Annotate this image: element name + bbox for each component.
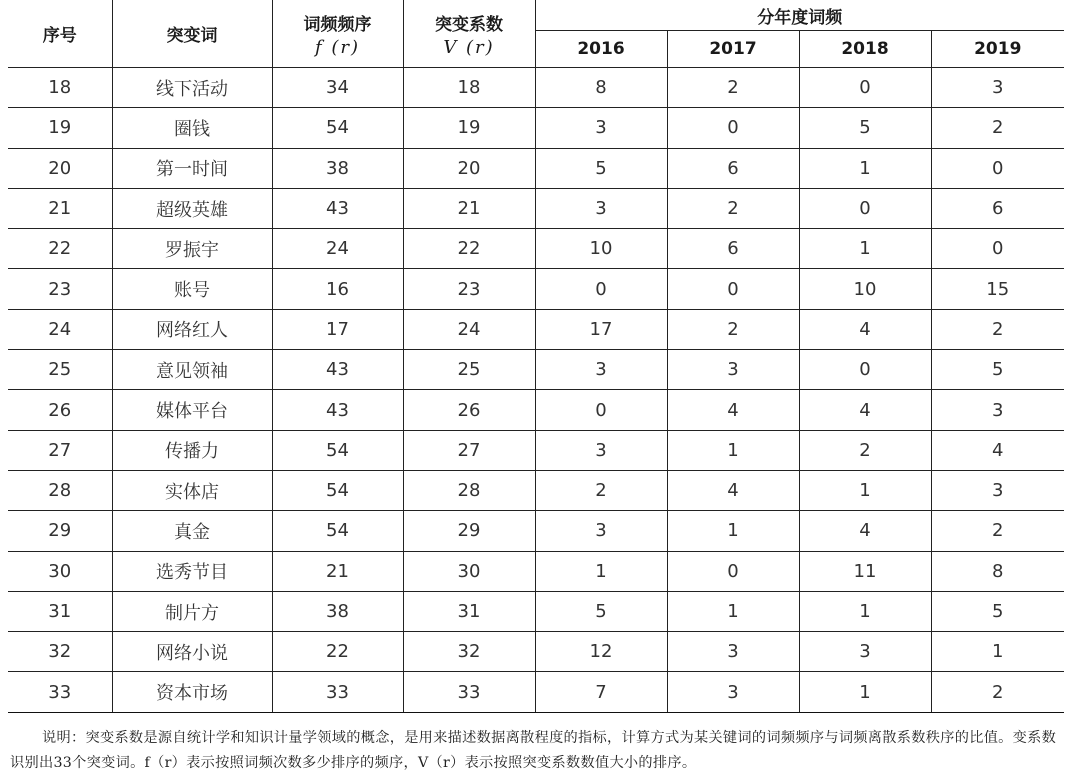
cell-freq-rank: 24	[272, 229, 403, 269]
mutation-words-table	[8, 0, 1064, 713]
cell-2018: 4	[799, 390, 931, 430]
cell-freq-rank: 21	[272, 551, 403, 591]
cell-2016: 3	[535, 430, 667, 470]
table-row	[8, 551, 1064, 591]
cell-2019: 2	[931, 672, 1064, 712]
cell-2018: 2	[799, 430, 931, 470]
cell-2016: 0	[535, 390, 667, 430]
cell-2017: 6	[667, 229, 799, 269]
table-row	[8, 350, 1064, 390]
cell-mut-coef: 31	[403, 591, 535, 631]
cell-2016: 5	[535, 591, 667, 631]
cell-2018: 1	[799, 148, 931, 188]
cell-2019: 3	[931, 68, 1064, 108]
header-freq-rank-label: 词频频序	[303, 14, 372, 35]
cell-index: 28	[8, 470, 112, 510]
cell-2017: 3	[667, 632, 799, 672]
cell-mut-coef: 24	[403, 309, 535, 349]
cell-word: 真金	[112, 511, 272, 551]
header-year: 2017	[667, 31, 799, 68]
cell-2019: 1	[931, 632, 1064, 672]
cell-2019: 0	[931, 229, 1064, 269]
cell-index: 33	[8, 672, 112, 712]
cell-2016: 17	[535, 309, 667, 349]
cell-2017: 0	[667, 551, 799, 591]
cell-2019: 2	[931, 511, 1064, 551]
cell-freq-rank: 17	[272, 309, 403, 349]
cell-2017: 1	[667, 430, 799, 470]
cell-freq-rank: 22	[272, 632, 403, 672]
header-mut-coef-label: 突变系数	[435, 14, 503, 35]
cell-word: 超级英雄	[112, 188, 272, 228]
cell-mut-coef: 32	[403, 632, 535, 672]
cell-2019: 2	[931, 309, 1064, 349]
cell-word: 传播力	[112, 430, 272, 470]
cell-word: 网络红人	[112, 309, 272, 349]
cell-mut-coef: 33	[403, 672, 535, 712]
table-row	[8, 430, 1064, 470]
table-row	[8, 591, 1064, 631]
cell-2017: 0	[667, 108, 799, 148]
cell-mut-coef: 30	[403, 551, 535, 591]
cell-mut-coef: 27	[403, 430, 535, 470]
table-row	[8, 148, 1064, 188]
cell-2019: 2	[931, 108, 1064, 148]
cell-2019: 3	[931, 390, 1064, 430]
cell-index: 21	[8, 188, 112, 228]
cell-2017: 2	[667, 309, 799, 349]
cell-2016: 3	[535, 188, 667, 228]
table-row	[8, 672, 1064, 712]
header-year: 2018	[799, 31, 931, 68]
cell-freq-rank: 43	[272, 390, 403, 430]
header-index: 序号	[8, 0, 112, 68]
cell-mut-coef: 22	[403, 229, 535, 269]
cell-2016: 12	[535, 632, 667, 672]
cell-2018: 0	[799, 350, 931, 390]
cell-2017: 4	[667, 390, 799, 430]
cell-index: 23	[8, 269, 112, 309]
cell-2018: 4	[799, 309, 931, 349]
cell-2017: 1	[667, 511, 799, 551]
cell-freq-rank: 16	[272, 269, 403, 309]
cell-2018: 4	[799, 511, 931, 551]
cell-mut-coef: 26	[403, 390, 535, 430]
cell-2017: 4	[667, 470, 799, 510]
header-word: 突变词	[112, 0, 272, 68]
header-freq-rank-symbol: f (r)	[314, 36, 361, 58]
cell-word: 第一时间	[112, 148, 272, 188]
cell-2019: 4	[931, 430, 1064, 470]
cell-freq-rank: 38	[272, 591, 403, 631]
cell-mut-coef: 23	[403, 269, 535, 309]
cell-index: 22	[8, 229, 112, 269]
table-row	[8, 269, 1064, 309]
cell-freq-rank: 34	[272, 68, 403, 108]
cell-freq-rank: 54	[272, 470, 403, 510]
cell-index: 30	[8, 551, 112, 591]
cell-index: 31	[8, 591, 112, 631]
table-note: 说明：突变系数是源自统计学和知识计量学领域的概念，是用来描述数据离散程度的指标，计算方式为某关键词的词频频序与词频离散系数秩序的比值。变系数识别出33个突变词。f（r）表示按照词频次数多少排序的频序，V（r）表示按照突变系数数值大小的排序。	[10, 730, 1057, 771]
cell-mut-coef: 21	[403, 188, 535, 228]
table-row	[8, 470, 1064, 510]
table-row	[8, 309, 1064, 349]
header-mut-coef-symbol: V (r)	[443, 36, 495, 58]
cell-word: 意见领袖	[112, 350, 272, 390]
table-row	[8, 632, 1064, 672]
header-yearly: 分年度词频	[535, 0, 1064, 31]
cell-mut-coef: 20	[403, 148, 535, 188]
cell-2019: 5	[931, 350, 1064, 390]
cell-mut-coef: 28	[403, 470, 535, 510]
cell-2016: 8	[535, 68, 667, 108]
cell-index: 18	[8, 68, 112, 108]
cell-freq-rank: 43	[272, 188, 403, 228]
cell-index: 25	[8, 350, 112, 390]
cell-word: 选秀节目	[112, 551, 272, 591]
header-mut-coef	[403, 0, 535, 68]
cell-2016: 3	[535, 350, 667, 390]
cell-2016: 5	[535, 148, 667, 188]
cell-2018: 3	[799, 632, 931, 672]
cell-2016: 1	[535, 551, 667, 591]
cell-freq-rank: 54	[272, 511, 403, 551]
cell-index: 27	[8, 430, 112, 470]
cell-mut-coef: 19	[403, 108, 535, 148]
cell-mut-coef: 18	[403, 68, 535, 108]
cell-2017: 1	[667, 591, 799, 631]
cell-freq-rank: 33	[272, 672, 403, 712]
table-body	[8, 68, 1064, 713]
cell-2018: 0	[799, 68, 931, 108]
cell-index: 19	[8, 108, 112, 148]
cell-2017: 0	[667, 269, 799, 309]
cell-2019: 15	[931, 269, 1064, 309]
cell-freq-rank: 54	[272, 108, 403, 148]
table-row	[8, 390, 1064, 430]
cell-word: 资本市场	[112, 672, 272, 712]
cell-2018: 5	[799, 108, 931, 148]
cell-2019: 6	[931, 188, 1064, 228]
header-year: 2019	[931, 31, 1064, 68]
cell-freq-rank: 54	[272, 430, 403, 470]
table-row	[8, 511, 1064, 551]
cell-word: 线下活动	[112, 68, 272, 108]
cell-index: 26	[8, 390, 112, 430]
cell-2019: 5	[931, 591, 1064, 631]
header-row-1	[8, 0, 1064, 31]
cell-2017: 6	[667, 148, 799, 188]
cell-2017: 3	[667, 350, 799, 390]
cell-word: 罗振宇	[112, 229, 272, 269]
cell-2019: 8	[931, 551, 1064, 591]
cell-word: 制片方	[112, 591, 272, 631]
cell-mut-coef: 29	[403, 511, 535, 551]
cell-2017: 2	[667, 68, 799, 108]
cell-word: 实体店	[112, 470, 272, 510]
cell-2018: 1	[799, 591, 931, 631]
cell-mut-coef: 25	[403, 350, 535, 390]
cell-2019: 3	[931, 470, 1064, 510]
cell-2016: 3	[535, 108, 667, 148]
cell-index: 20	[8, 148, 112, 188]
cell-index: 29	[8, 511, 112, 551]
cell-2018: 1	[799, 672, 931, 712]
table-row	[8, 188, 1064, 228]
cell-word: 网络小说	[112, 632, 272, 672]
cell-word: 媒体平台	[112, 390, 272, 430]
cell-2018: 1	[799, 470, 931, 510]
cell-word: 圈钱	[112, 108, 272, 148]
cell-freq-rank: 38	[272, 148, 403, 188]
header-year: 2016	[535, 31, 667, 68]
cell-index: 24	[8, 309, 112, 349]
header-freq-rank	[272, 0, 403, 68]
cell-2016: 2	[535, 470, 667, 510]
cell-2018: 1	[799, 229, 931, 269]
cell-2019: 0	[931, 148, 1064, 188]
cell-freq-rank: 43	[272, 350, 403, 390]
table-row	[8, 108, 1064, 148]
cell-word: 账号	[112, 269, 272, 309]
table-row	[8, 68, 1064, 108]
cell-2016: 7	[535, 672, 667, 712]
cell-2016: 10	[535, 229, 667, 269]
cell-2016: 0	[535, 269, 667, 309]
cell-2017: 3	[667, 672, 799, 712]
cell-2018: 10	[799, 269, 931, 309]
cell-2016: 3	[535, 511, 667, 551]
cell-2017: 2	[667, 188, 799, 228]
cell-2018: 0	[799, 188, 931, 228]
cell-index: 32	[8, 632, 112, 672]
cell-2018: 11	[799, 551, 931, 591]
table-row	[8, 229, 1064, 269]
